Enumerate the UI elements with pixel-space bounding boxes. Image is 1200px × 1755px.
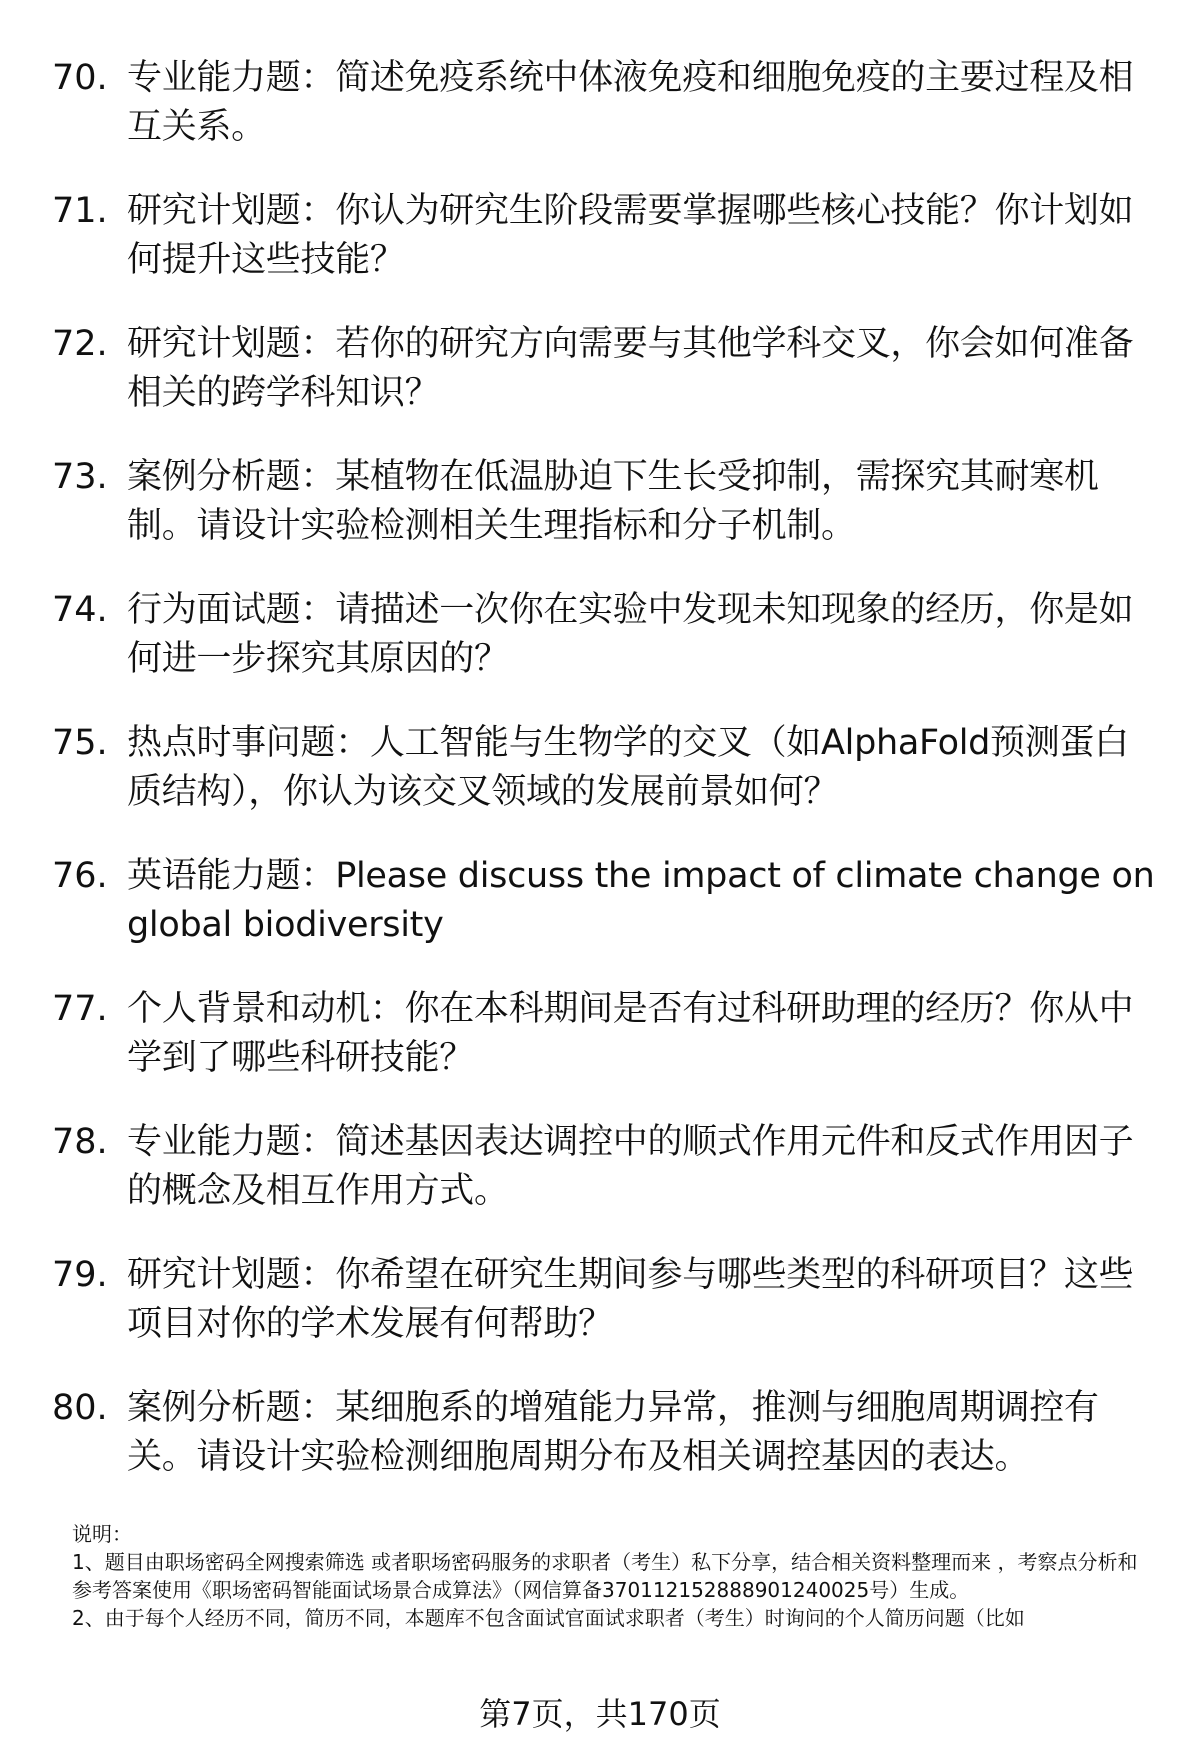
question-item bbox=[52, 320, 1162, 453]
question-text: 研究计划题：若你的研究方向需要与其他学科交叉，你会如何准备相关的跨学科知识？ bbox=[127, 324, 1134, 413]
question-list bbox=[52, 54, 1162, 1517]
question-number: 74. bbox=[52, 590, 108, 630]
question-number: 71. bbox=[52, 191, 108, 231]
note-line-2: 2、由于每个人经历不同，简历不同，本题库不包含面试官面试求职者（考生）时询问的个人简历问题（比如 bbox=[72, 1606, 1025, 1630]
question-number: 79. bbox=[52, 1255, 108, 1295]
question-item bbox=[52, 54, 1162, 187]
question-text: 热点时事问题：人工智能与生物学的交叉（如AlphaFold预测蛋白质结构），你认为该交叉领域的发展前景如何？ bbox=[127, 723, 1129, 812]
question-item bbox=[52, 719, 1162, 852]
question-item bbox=[52, 1251, 1162, 1384]
question-number: 72. bbox=[52, 324, 108, 364]
question-number: 76. bbox=[52, 856, 108, 896]
question-item bbox=[52, 985, 1162, 1118]
question-number: 75. bbox=[52, 723, 108, 763]
question-number: 78. bbox=[52, 1122, 108, 1162]
question-text: 案例分析题：某细胞系的增殖能力异常，推测与细胞周期调控有关。请设计实验检测细胞周期分布及相关调控基因的表达。 bbox=[127, 1388, 1099, 1477]
question-item bbox=[52, 187, 1162, 320]
question-item bbox=[52, 453, 1162, 586]
page-number: 第7页，共170页 bbox=[479, 1695, 721, 1733]
question-item bbox=[52, 1118, 1162, 1251]
question-number: 80. bbox=[52, 1388, 108, 1428]
explanation-note bbox=[72, 1520, 1147, 1632]
question-text: 研究计划题：你希望在研究生期间参与哪些类型的科研项目？这些项目对你的学术发展有何帮助？ bbox=[127, 1255, 1134, 1344]
question-number: 70. bbox=[52, 58, 108, 98]
question-number: 77. bbox=[52, 989, 108, 1029]
question-text: 专业能力题：简述免疫系统中体液免疫和细胞免疫的主要过程及相互关系。 bbox=[127, 58, 1134, 147]
question-text: 英语能力题：Please discuss the impact of climate change on global biodiversity bbox=[127, 856, 1155, 945]
question-item bbox=[52, 1384, 1162, 1517]
note-line-1: 1、题目由职场密码全网搜索筛选 或者职场密码服务的求职者（考生）私下分享，结合相关资料整理而来 ，考察点分析和参考答案使用《职场密码智能面试场景合成算法》（网信算备370112152888901240025号）生成。 bbox=[72, 1550, 1138, 1602]
question-text: 专业能力题：简述基因表达调控中的顺式作用元件和反式作用因子的概念及相互作用方式。 bbox=[127, 1122, 1134, 1211]
question-text: 研究计划题：你认为研究生阶段需要掌握哪些核心技能？你计划如何提升这些技能？ bbox=[127, 191, 1134, 280]
question-number: 73. bbox=[52, 457, 108, 497]
question-text: 行为面试题：请描述一次你在实验中发现未知现象的经历，你是如何进一步探究其原因的？ bbox=[127, 590, 1134, 679]
note-title: 说明： bbox=[72, 1522, 132, 1546]
question-text: 案例分析题：某植物在低温胁迫下生长受抑制，需探究其耐寒机制。请设计实验检测相关生理指标和分子机制。 bbox=[127, 457, 1099, 546]
question-text: 个人背景和动机：你在本科期间是否有过科研助理的经历？你从中学到了哪些科研技能？ bbox=[127, 989, 1134, 1078]
question-item bbox=[52, 586, 1162, 719]
question-item bbox=[52, 852, 1162, 985]
